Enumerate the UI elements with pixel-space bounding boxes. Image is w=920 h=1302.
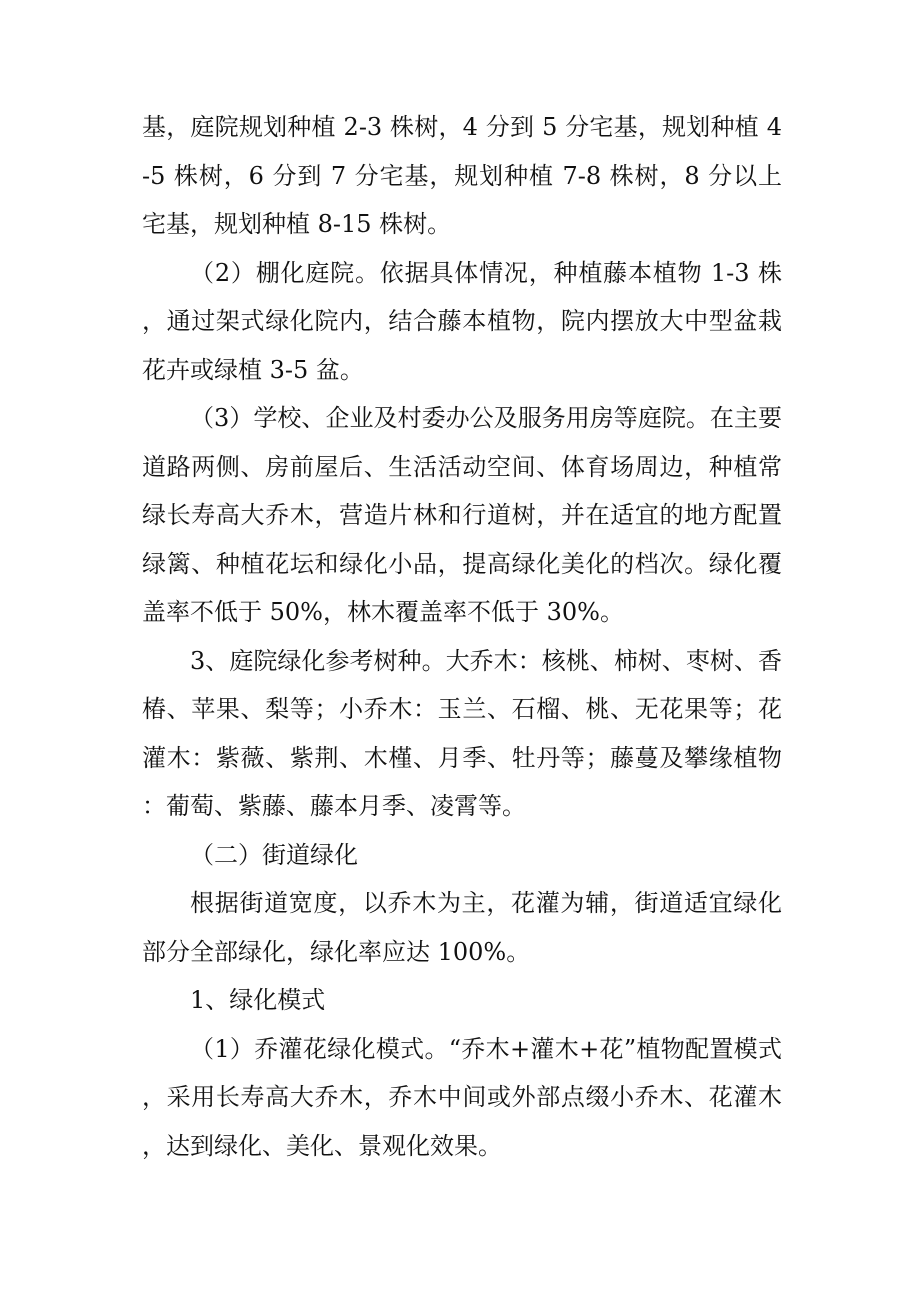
paragraph-trellis-courtyard: （2）棚化庭院。依据具体情况，种植藤本植物 1-3 株，通过架式绿化院内，结合藤本植物，院内摆放大中型盆栽花卉或绿植 3-5 盆。 <box>142 258 782 384</box>
subheading-greening-mode: 1、绿化模式 <box>190 986 326 1014</box>
section-heading-street-greening: （二）街道绿化 <box>190 840 358 869</box>
paragraph-tree-shrub-flower-mode: （1）乔灌花绿化模式。“乔木+灌木+花”植物配置模式，采用长寿高大乔木，乔木中间或外部点缀小乔木、花灌木，达到绿化、美化、景观化效果。 <box>142 1034 782 1160</box>
paragraph-institution-courtyard: （3）学校、企业及村委办公及服务用房等庭院。在主要道路两侧、房前屋后、生活活动空间、体育场周边，种植常绿长寿高大乔木，营造片林和行道树，并在适宜的地方配置绿篱、种植花坛和绿化小品，提高绿化美化的档次。绿化覆盖率不低于 50%，林木覆盖率不低于 30%。 <box>142 404 782 626</box>
paragraph-reference-species: 3、庭院绿化参考树种。大乔木：核桃、柿树、枣树、香椿、苹果、梨等；小乔木：玉兰、石榴、桃、无花果等；花灌木：紫薇、紫荆、木槿、月季、牡丹等；藤蔓及攀缘植物：葡萄、紫藤、藤本月季、凌霄等。 <box>142 646 782 820</box>
paragraph-street-greening: 根据街道宽度，以乔木为主，花灌为辅，街道适宜绿化部分全部绿化，绿化率应达 100%。 <box>142 889 782 966</box>
document-body <box>142 103 782 1170</box>
paragraph-continuation: 基，庭院规划种植 2-3 株树，4 分到 5 分宅基，规划种植 4-5 株树，6 分到 7 分宅基，规划种植 7-8 株树，8 分以上宅基，规划种植 8-15 株树。 <box>142 113 782 238</box>
